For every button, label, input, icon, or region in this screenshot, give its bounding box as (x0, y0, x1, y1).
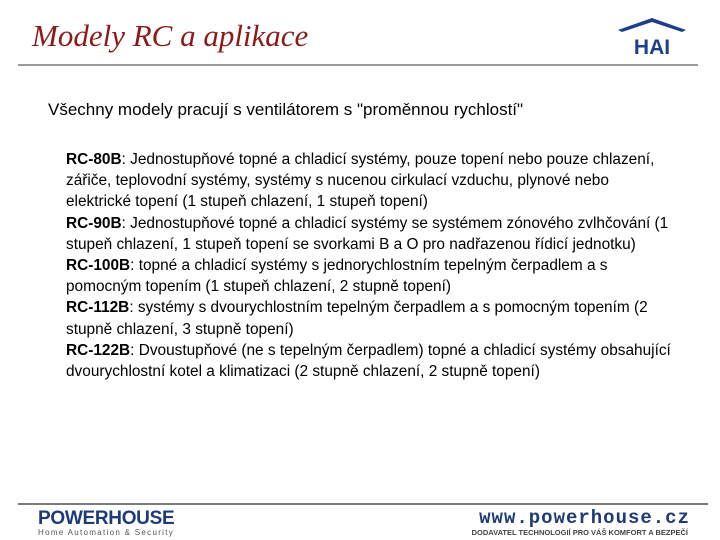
slide-subtitle: Všechny modely pracují s ventilátorem s "proměnnou rychlostí" (48, 100, 524, 119)
model-description: : topné a chladicí systémy s jednorychlostním tepelným čerpadlem a s pomocným topením (1 stupeň chlazení, 2 stupně topení) (66, 257, 608, 296)
model-description: : Jednostupňové topné a chladicí systémy se systémem zónového zvlhčování (1 stupeň chlazení, 1 stupeň topení se svorkami B a O pro nadřazenou řídicí jednotku) (66, 214, 669, 253)
brand-tagline: Home Automation & Security (38, 528, 175, 537)
model-code: RC-122B (66, 341, 131, 359)
model-description: : Dvoustupňové (ne s tepelným čerpadlem) topné a chladicí systémy obsahující dvourychlostní kotel a klimatizaci (2 stupně chlazení, 2 stupně topení) (66, 341, 671, 381)
website-tagline: DODAVATEL TECHNOLOGIÍ PRO VÁŠ KOMFORT A BEZPEČÍ (471, 528, 688, 537)
model-code: RC-100B (66, 257, 131, 275)
model-code: RC-112B (66, 299, 130, 317)
model-list (66, 149, 676, 382)
model-description: : Jednostupňové topné a chladicí systémy, pouze topení nebo pouze chlazení, zářiče, teplovodní systémy, systémy s nucenou cirkulací vzduchu, plynové nebo elektrické topení (1 stupeň chlazení, 1 stupeň topení) (66, 151, 655, 211)
model-description: : systémy s dvourychlostním tepelným čerpadlem a s pomocným topením (2 stupně chlazení, 3 stupně topení) (66, 299, 648, 338)
website-banner (416, 508, 696, 538)
title-divider (18, 64, 698, 66)
model-code: RC-90B (66, 214, 122, 232)
slide-title: Modely RC a aplikace (32, 18, 309, 53)
model-item-rc-122b (66, 340, 676, 382)
model-code: RC-80B (66, 151, 122, 168)
hai-logo (612, 16, 692, 58)
model-item-rc-112b (66, 297, 676, 339)
model-item-rc-80b (66, 149, 676, 213)
brand-name: POWERHOUSE (38, 508, 175, 529)
footer-divider (18, 503, 708, 505)
model-item-rc-100b (66, 255, 676, 297)
website-url[interactable]: www.powerhouse.cz (479, 507, 690, 529)
model-item-rc-90b (66, 213, 676, 255)
powerhouse-logo (30, 508, 200, 538)
hai-logo-text: HAI (633, 36, 671, 58)
